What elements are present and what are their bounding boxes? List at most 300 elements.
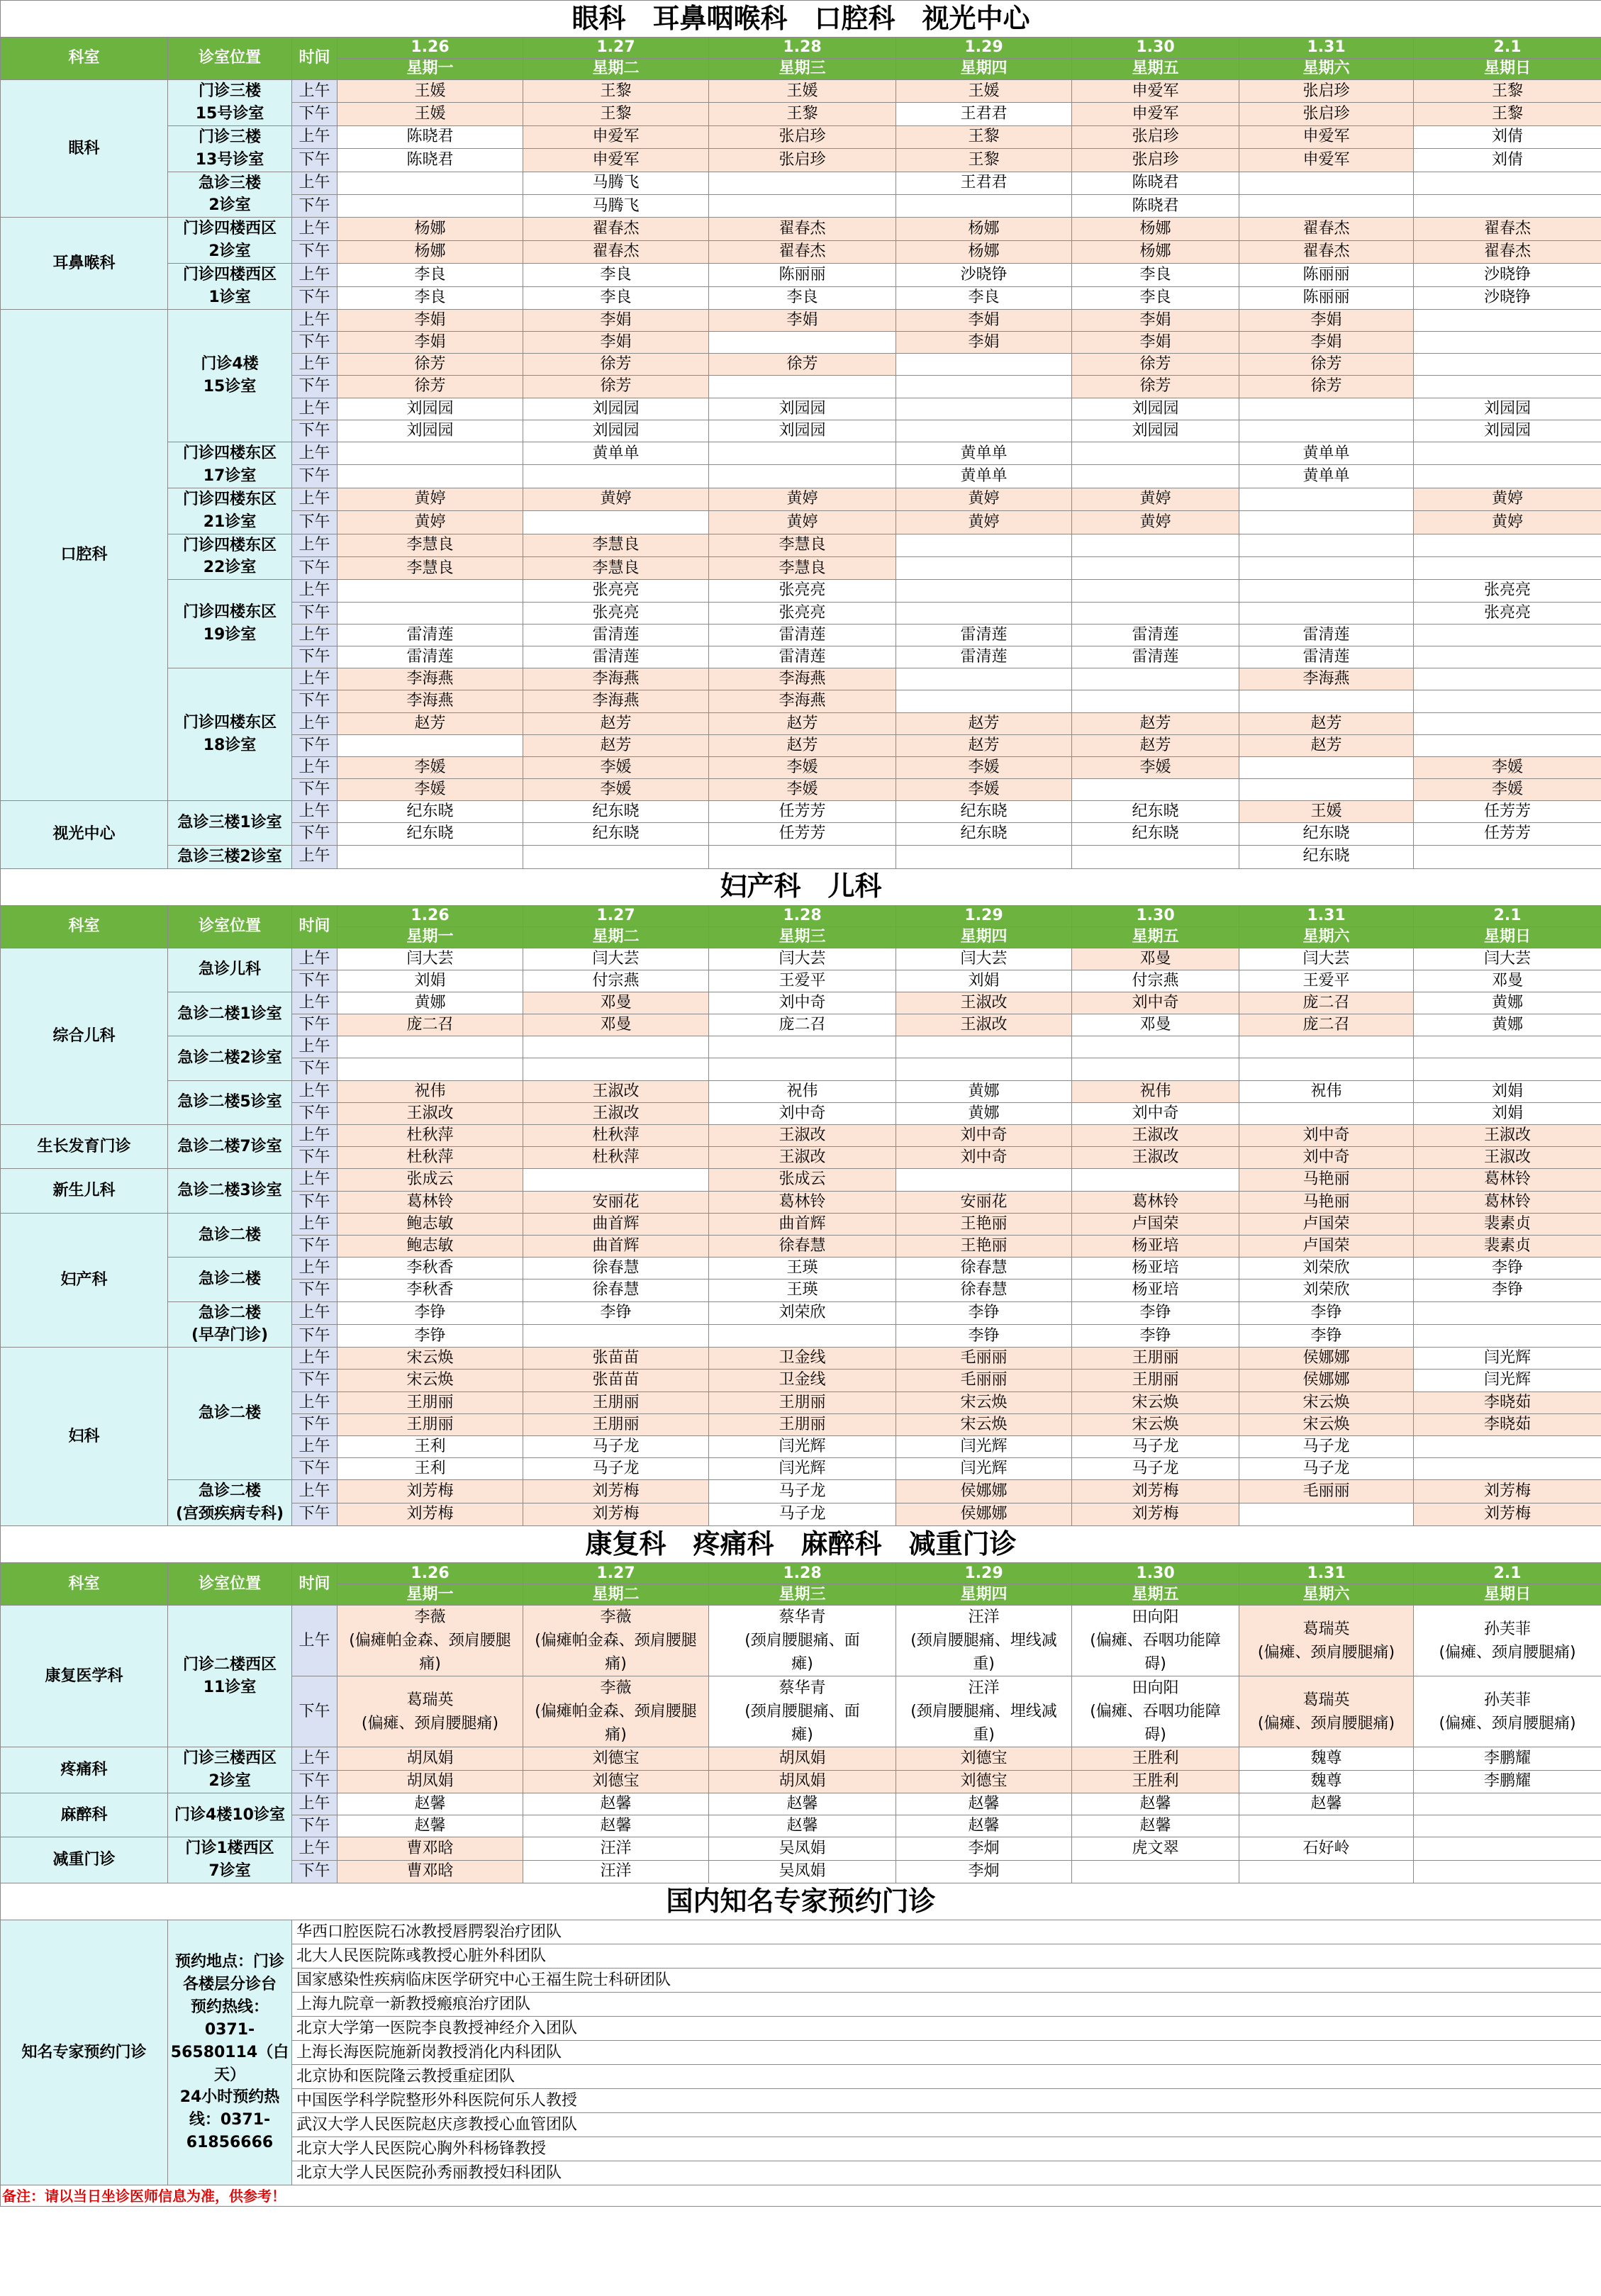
doctor-cell: 赵馨 xyxy=(1239,1793,1414,1815)
doctor-cell: 徐春慧 xyxy=(523,1258,709,1279)
header-date: 2.1 xyxy=(1414,1563,1601,1584)
header-weekday: 星期一 xyxy=(338,926,523,948)
doctor-cell xyxy=(896,534,1072,556)
doctor-cell: 张成云 xyxy=(709,1169,896,1191)
header-weekday: 星期二 xyxy=(523,59,709,80)
doctor-cell xyxy=(709,194,896,217)
doctor-cell: 裴素贞 xyxy=(1414,1235,1601,1257)
doctor-cell: 黄婷 xyxy=(1072,488,1239,510)
doctor-cell: 闫大芸 xyxy=(523,948,709,970)
doctor-cell: 葛瑞英 (偏瘫、颈肩腰腿痛) xyxy=(338,1676,523,1747)
doctor-cell: 赵芳 xyxy=(338,712,523,734)
header-time: 时间 xyxy=(292,1563,338,1606)
doctor-cell: 纪东晓 xyxy=(1239,823,1414,845)
doctor-cell: 赵芳 xyxy=(1072,734,1239,756)
doctor-cell: 葛林铃 xyxy=(338,1191,523,1213)
s4-section-title: 国内知名专家预约门诊 xyxy=(1,1883,1601,1920)
time-period: 下午 xyxy=(292,1370,338,1391)
doctor-cell: 汪洋 (颈肩腰腿痛、埋线减 重) xyxy=(896,1606,1072,1676)
doctor-cell: 鲍志敏 xyxy=(338,1213,523,1235)
header-date: 1.29 xyxy=(896,1563,1072,1584)
doctor-cell: 刘娟 xyxy=(338,970,523,992)
header-date: 1.29 xyxy=(896,905,1072,926)
time-period: 上午 xyxy=(292,1258,338,1279)
doctor-cell xyxy=(1239,1036,1414,1058)
header-weekday: 星期六 xyxy=(1239,926,1414,948)
doctor-cell: 李秋香 xyxy=(338,1279,523,1301)
doctor-cell: 葛林铃 xyxy=(1414,1169,1601,1191)
doctor-cell: 黄娜 xyxy=(896,1102,1072,1124)
doctor-cell: 李娟 xyxy=(896,309,1072,331)
doctor-cell: 徐春慧 xyxy=(709,1235,896,1257)
doctor-cell: 曲首辉 xyxy=(523,1235,709,1257)
header-weekday: 星期四 xyxy=(896,59,1072,80)
doctor-cell xyxy=(709,1324,896,1347)
time-period: 下午 xyxy=(292,823,338,845)
doctor-cell xyxy=(338,1036,523,1058)
doctor-cell: 刘娟 xyxy=(1414,1102,1601,1124)
doctor-cell: 石好岭 xyxy=(1239,1837,1414,1860)
doctor-cell: 王淑改 xyxy=(709,1125,896,1147)
doctor-cell xyxy=(523,1169,709,1191)
time-period: 上午 xyxy=(292,801,338,823)
doctor-cell: 王淑改 xyxy=(1072,1125,1239,1147)
doctor-cell: 王朋丽 xyxy=(709,1413,896,1435)
doctor-cell: 王媛 xyxy=(338,80,523,103)
clinic-location: 门诊四楼东区 21诊室 xyxy=(168,488,292,534)
doctor-cell: 雷清莲 xyxy=(1072,646,1239,668)
doctor-cell xyxy=(1072,1058,1239,1080)
time-period: 上午 xyxy=(292,668,338,690)
doctor-cell: 杨娜 xyxy=(896,218,1072,240)
doctor-cell: 王朋丽 xyxy=(709,1391,896,1413)
doctor-cell: 曹邓晗 xyxy=(338,1837,523,1860)
doctor-cell: 李铮 xyxy=(896,1301,1072,1324)
doctor-cell xyxy=(338,602,523,624)
header-weekday: 星期五 xyxy=(1072,59,1239,80)
doctor-cell: 陈晓君 xyxy=(1072,172,1239,194)
doctor-cell: 李娟 xyxy=(1239,332,1414,354)
doctor-cell: 胡凤娟 xyxy=(709,1747,896,1770)
header-weekday: 星期一 xyxy=(338,59,523,80)
doctor-cell xyxy=(896,1169,1072,1191)
doctor-cell: 宋云焕 xyxy=(1239,1413,1414,1435)
header-time: 时间 xyxy=(292,905,338,948)
doctor-cell: 纪东晓 xyxy=(1072,823,1239,845)
time-period: 上午 xyxy=(292,1837,338,1860)
doctor-cell: 刘芳梅 xyxy=(1072,1503,1239,1525)
doctor-cell: 赵芳 xyxy=(709,712,896,734)
header-date: 2.1 xyxy=(1414,38,1601,59)
doctor-cell: 李鹏耀 xyxy=(1414,1747,1601,1770)
doctor-cell: 李媛 xyxy=(1414,779,1601,801)
clinic-location: 门诊四楼东区 22诊室 xyxy=(168,534,292,580)
header-dept: 科室 xyxy=(1,38,168,80)
doctor-cell: 王朋丽 xyxy=(523,1413,709,1435)
clinic-location: 急诊二楼 (宫颈疾病专科) xyxy=(168,1480,292,1526)
doctor-cell: 李娟 xyxy=(709,309,896,331)
department-name: 综合儿科 xyxy=(1,948,168,1125)
doctor-cell: 闫光辉 xyxy=(709,1458,896,1480)
doctor-cell: 闫光辉 xyxy=(1414,1348,1601,1370)
doctor-cell: 庞二召 xyxy=(338,1014,523,1036)
doctor-cell: 胡凤娟 xyxy=(338,1770,523,1793)
doctor-cell xyxy=(1072,534,1239,556)
doctor-cell: 张成云 xyxy=(338,1169,523,1191)
department-name: 妇产科 xyxy=(1,1213,168,1348)
doctor-cell xyxy=(523,465,709,488)
doctor-cell: 黄婷 xyxy=(709,511,896,534)
doctor-cell xyxy=(1414,354,1601,376)
doctor-cell: 赵馨 xyxy=(523,1793,709,1815)
doctor-cell xyxy=(896,668,1072,690)
doctor-cell: 赵芳 xyxy=(709,734,896,756)
doctor-cell: 李铮 xyxy=(338,1324,523,1347)
doctor-cell: 徐芳 xyxy=(709,354,896,376)
doctor-cell: 祝伟 xyxy=(1239,1080,1414,1102)
doctor-cell: 卢国荣 xyxy=(1239,1235,1414,1257)
doctor-cell xyxy=(1239,1815,1414,1837)
doctor-cell: 雷清莲 xyxy=(1239,624,1414,646)
doctor-cell: 张亮亮 xyxy=(1414,602,1601,624)
doctor-cell: 马子龙 xyxy=(523,1436,709,1458)
doctor-cell: 李晓茹 xyxy=(1414,1413,1601,1435)
doctor-cell: 李铮 xyxy=(1239,1301,1414,1324)
doctor-cell: 葛林铃 xyxy=(709,1191,896,1213)
doctor-cell: 徐芳 xyxy=(523,354,709,376)
doctor-cell xyxy=(896,420,1072,442)
header-date: 1.27 xyxy=(523,38,709,59)
header-dept: 科室 xyxy=(1,1563,168,1606)
doctor-cell: 王淑改 xyxy=(338,1102,523,1124)
time-period: 下午 xyxy=(292,1235,338,1257)
doctor-cell: 任芳芳 xyxy=(1414,801,1601,823)
doctor-cell: 闫大芸 xyxy=(338,948,523,970)
doctor-cell xyxy=(1072,1036,1239,1058)
header-weekday: 星期六 xyxy=(1239,1584,1414,1606)
header-date: 1.26 xyxy=(338,1563,523,1584)
time-period: 上午 xyxy=(292,1301,338,1324)
header-weekday: 星期二 xyxy=(523,926,709,948)
doctor-cell xyxy=(1414,734,1601,756)
doctor-cell: 黄娜 xyxy=(1414,992,1601,1014)
expert-team: 北京大学第一医院李良教授神经介入团队 xyxy=(292,2017,1601,2041)
doctor-cell: 李良 xyxy=(1072,264,1239,286)
time-period: 上午 xyxy=(292,624,338,646)
doctor-cell: 赵馨 xyxy=(896,1793,1072,1815)
time-period: 下午 xyxy=(292,1058,338,1080)
clinic-location: 门诊四楼东区 19诊室 xyxy=(168,580,292,668)
time-period: 上午 xyxy=(292,1391,338,1413)
doctor-cell: 闫大芸 xyxy=(896,948,1072,970)
expert-team: 北大人民医院陈彧教授心脏外科团队 xyxy=(292,1944,1601,1969)
time-period: 上午 xyxy=(292,442,338,465)
doctor-cell: 王瑛 xyxy=(709,1279,896,1301)
doctor-cell: 刘园园 xyxy=(709,420,896,442)
doctor-cell: 翟春杰 xyxy=(1239,240,1414,263)
doctor-cell: 马子龙 xyxy=(523,1458,709,1480)
header-weekday: 星期日 xyxy=(1414,926,1601,948)
department-name: 新生儿科 xyxy=(1,1169,168,1213)
doctor-cell xyxy=(1239,756,1414,778)
doctor-cell: 雷清莲 xyxy=(1072,624,1239,646)
time-period: 下午 xyxy=(292,420,338,442)
header-weekday: 星期四 xyxy=(896,926,1072,948)
doctor-cell xyxy=(1414,1058,1601,1080)
doctor-cell: 祝伟 xyxy=(338,1080,523,1102)
doctor-cell: 马子龙 xyxy=(1239,1458,1414,1480)
doctor-cell: 刘中奇 xyxy=(709,992,896,1014)
doctor-cell: 申爱军 xyxy=(523,125,709,148)
doctor-cell xyxy=(1414,1860,1601,1883)
doctor-cell: 王黎 xyxy=(1414,103,1601,125)
doctor-cell xyxy=(1072,690,1239,712)
doctor-cell: 李铮 xyxy=(1072,1324,1239,1347)
time-period: 下午 xyxy=(292,465,338,488)
doctor-cell: 黄娜 xyxy=(338,992,523,1014)
doctor-cell: 毛丽丽 xyxy=(896,1348,1072,1370)
doctor-cell: 刘园园 xyxy=(1072,420,1239,442)
time-period: 上午 xyxy=(292,125,338,148)
clinic-location: 急诊三楼2诊室 xyxy=(168,845,292,868)
doctor-cell: 王淑改 xyxy=(523,1102,709,1124)
clinic-location: 急诊二楼 (早孕门诊) xyxy=(168,1301,292,1348)
doctor-cell: 杨娜 xyxy=(1072,240,1239,263)
doctor-cell: 刘园园 xyxy=(1414,420,1601,442)
doctor-cell: 刘德宝 xyxy=(896,1747,1072,1770)
time-period: 上午 xyxy=(292,1080,338,1102)
doctor-cell: 李铮 xyxy=(1239,1324,1414,1347)
time-period: 下午 xyxy=(292,1458,338,1480)
doctor-cell: 杨娜 xyxy=(896,240,1072,263)
doctor-cell xyxy=(1072,602,1239,624)
doctor-cell xyxy=(709,376,896,398)
doctor-cell: 王朋丽 xyxy=(338,1413,523,1435)
doctor-cell: 李海燕 xyxy=(338,668,523,690)
doctor-cell: 徐芳 xyxy=(338,376,523,398)
clinic-location: 急诊二楼 xyxy=(168,1258,292,1301)
time-period: 下午 xyxy=(292,240,338,263)
doctor-cell xyxy=(1414,624,1601,646)
clinic-location: 门诊4楼 15诊室 xyxy=(168,309,292,442)
doctor-cell xyxy=(1239,1102,1414,1124)
doctor-cell xyxy=(1239,420,1414,442)
doctor-cell xyxy=(1414,376,1601,398)
doctor-cell xyxy=(1239,690,1414,712)
doctor-cell: 李慧良 xyxy=(709,556,896,579)
department-name: 口腔科 xyxy=(1,309,168,800)
time-period: 上午 xyxy=(292,488,338,510)
doctor-cell: 王艳丽 xyxy=(896,1213,1072,1235)
doctor-cell: 王利 xyxy=(338,1436,523,1458)
doctor-cell xyxy=(1072,779,1239,801)
doctor-cell xyxy=(1414,172,1601,194)
doctor-cell xyxy=(1414,1458,1601,1480)
header-weekday: 星期五 xyxy=(1072,926,1239,948)
doctor-cell: 李良 xyxy=(523,286,709,309)
doctor-cell xyxy=(1414,534,1601,556)
doctor-cell: 曲首辉 xyxy=(709,1213,896,1235)
doctor-cell xyxy=(1072,668,1239,690)
doctor-cell xyxy=(896,398,1072,420)
doctor-cell: 王艳丽 xyxy=(896,1235,1072,1257)
doctor-cell xyxy=(709,465,896,488)
doctor-cell xyxy=(896,580,1072,602)
header-time: 时间 xyxy=(292,38,338,80)
header-location: 诊室位置 xyxy=(168,38,292,80)
doctor-cell xyxy=(1414,556,1601,579)
doctor-cell xyxy=(523,1036,709,1058)
department-name: 眼科 xyxy=(1,80,168,218)
doctor-cell: 申爱军 xyxy=(1239,149,1414,172)
time-period: 上午 xyxy=(292,1169,338,1191)
doctor-cell: 黄婷 xyxy=(523,488,709,510)
doctor-cell xyxy=(1072,556,1239,579)
doctor-cell xyxy=(709,1058,896,1080)
doctor-cell: 赵馨 xyxy=(1072,1793,1239,1815)
doctor-cell: 李媛 xyxy=(1072,756,1239,778)
time-period: 下午 xyxy=(292,602,338,624)
time-period: 下午 xyxy=(292,1191,338,1213)
time-period: 下午 xyxy=(292,1324,338,1347)
doctor-cell: 翟春杰 xyxy=(709,240,896,263)
doctor-cell: 孙芙菲 (偏瘫、颈肩腰腿痛) xyxy=(1414,1606,1601,1676)
doctor-cell: 申爱军 xyxy=(1239,125,1414,148)
doctor-cell: 黄单单 xyxy=(1239,465,1414,488)
doctor-cell: 杨亚培 xyxy=(1072,1235,1239,1257)
doctor-cell: 任芳芳 xyxy=(709,801,896,823)
time-period: 上午 xyxy=(292,712,338,734)
expert-team: 上海九院章一新教授瘢痕治疗团队 xyxy=(292,1993,1601,2017)
clinic-location: 门诊四楼东区 18诊室 xyxy=(168,668,292,801)
doctor-cell xyxy=(896,845,1072,868)
header-weekday: 星期六 xyxy=(1239,59,1414,80)
doctor-cell: 李娟 xyxy=(523,332,709,354)
header-weekday: 星期三 xyxy=(709,926,896,948)
doctor-cell: 雷清莲 xyxy=(523,624,709,646)
doctor-cell xyxy=(896,1058,1072,1080)
doctor-cell: 雷清莲 xyxy=(896,646,1072,668)
doctor-cell: 李媛 xyxy=(338,779,523,801)
doctor-cell xyxy=(1239,398,1414,420)
doctor-cell: 张亮亮 xyxy=(523,602,709,624)
doctor-cell xyxy=(1239,1058,1414,1080)
time-period: 下午 xyxy=(292,779,338,801)
doctor-cell: 陈丽丽 xyxy=(1239,286,1414,309)
doctor-cell: 付宗燕 xyxy=(1072,970,1239,992)
doctor-cell: 杜秋萍 xyxy=(338,1147,523,1169)
doctor-cell: 葛瑞英 (偏瘫、颈肩腰腿痛) xyxy=(1239,1676,1414,1747)
doctor-cell: 黄单单 xyxy=(523,442,709,465)
doctor-cell: 闫大芸 xyxy=(1414,948,1601,970)
doctor-cell: 闫光辉 xyxy=(709,1436,896,1458)
doctor-cell xyxy=(896,354,1072,376)
doctor-cell xyxy=(1414,332,1601,354)
doctor-cell: 李薇 (偏瘫帕金森、颈肩腰腿 痛) xyxy=(523,1606,709,1676)
doctor-cell xyxy=(709,845,896,868)
doctor-cell: 卢国荣 xyxy=(1239,1213,1414,1235)
doctor-cell: 黄婷 xyxy=(338,511,523,534)
doctor-cell: 纪东晓 xyxy=(1239,845,1414,868)
doctor-cell: 刘中奇 xyxy=(1072,992,1239,1014)
doctor-cell: 闫光辉 xyxy=(896,1458,1072,1480)
doctor-cell: 刘芳梅 xyxy=(338,1503,523,1525)
doctor-cell xyxy=(1414,1436,1601,1458)
doctor-cell: 卫金线 xyxy=(709,1348,896,1370)
doctor-cell: 赵芳 xyxy=(896,734,1072,756)
doctor-cell: 申爱军 xyxy=(523,149,709,172)
doctor-cell xyxy=(1414,845,1601,868)
doctor-cell: 卢国荣 xyxy=(1072,1213,1239,1235)
time-period: 下午 xyxy=(292,1014,338,1036)
time-period: 上午 xyxy=(292,1606,338,1676)
doctor-cell: 曲首辉 xyxy=(523,1213,709,1235)
doctor-cell: 张亮亮 xyxy=(709,602,896,624)
doctor-cell: 李媛 xyxy=(1414,756,1601,778)
doctor-cell: 李慧良 xyxy=(338,556,523,579)
doctor-cell: 张启珍 xyxy=(1072,149,1239,172)
doctor-cell: 张启珍 xyxy=(1239,80,1414,103)
doctor-cell: 纪东晓 xyxy=(1072,801,1239,823)
doctor-cell: 卫金线 xyxy=(709,1370,896,1391)
doctor-cell xyxy=(1239,534,1414,556)
doctor-cell: 李海燕 xyxy=(709,668,896,690)
time-period: 下午 xyxy=(292,149,338,172)
time-period: 上午 xyxy=(292,354,338,376)
doctor-cell: 庞二召 xyxy=(1239,992,1414,1014)
time-period: 上午 xyxy=(292,1036,338,1058)
doctor-cell: 赵芳 xyxy=(896,712,1072,734)
header-dept: 科室 xyxy=(1,905,168,948)
doctor-cell: 徐春慧 xyxy=(896,1258,1072,1279)
doctor-cell: 雷清莲 xyxy=(709,646,896,668)
doctor-cell: 纪东晓 xyxy=(896,801,1072,823)
department-name: 视光中心 xyxy=(1,801,168,868)
doctor-cell: 李海燕 xyxy=(709,690,896,712)
s3-section-title: 康复科 疼痛科 麻醉科 减重门诊 xyxy=(1,1526,1601,1563)
doctor-cell: 刘德宝 xyxy=(523,1747,709,1770)
doctor-cell: 孙芙菲 (偏瘫、颈肩腰腿痛) xyxy=(1414,1676,1601,1747)
doctor-cell: 马子龙 xyxy=(1239,1436,1414,1458)
doctor-cell: 刘荣欣 xyxy=(709,1301,896,1324)
doctor-cell: 闫大芸 xyxy=(709,948,896,970)
header-date: 1.27 xyxy=(523,1563,709,1584)
doctor-cell: 李媛 xyxy=(523,779,709,801)
doctor-cell: 黄单单 xyxy=(1239,442,1414,465)
header-location: 诊室位置 xyxy=(168,1563,292,1606)
doctor-cell: 邓曼 xyxy=(1414,970,1601,992)
doctor-cell: 刘园园 xyxy=(1072,398,1239,420)
doctor-cell: 李娟 xyxy=(1072,332,1239,354)
time-period: 下午 xyxy=(292,1676,338,1747)
expert-team: 国家感染性疾病临床医学研究中心王福生院士科研团队 xyxy=(292,1969,1601,1993)
clinic-location: 急诊二楼2诊室 xyxy=(168,1036,292,1080)
time-period: 下午 xyxy=(292,1102,338,1124)
doctor-cell xyxy=(338,442,523,465)
doctor-cell: 雷清莲 xyxy=(1239,646,1414,668)
doctor-cell: 王黎 xyxy=(896,125,1072,148)
time-period: 下午 xyxy=(292,646,338,668)
header-location: 诊室位置 xyxy=(168,905,292,948)
doctor-cell: 李媛 xyxy=(896,779,1072,801)
doctor-cell: 邓曼 xyxy=(523,992,709,1014)
doctor-cell xyxy=(338,465,523,488)
doctor-cell: 李铮 xyxy=(523,1301,709,1324)
doctor-cell xyxy=(1414,1036,1601,1058)
time-period: 下午 xyxy=(292,1770,338,1793)
doctor-cell: 王瑛 xyxy=(709,1258,896,1279)
doctor-cell: 赵馨 xyxy=(338,1815,523,1837)
